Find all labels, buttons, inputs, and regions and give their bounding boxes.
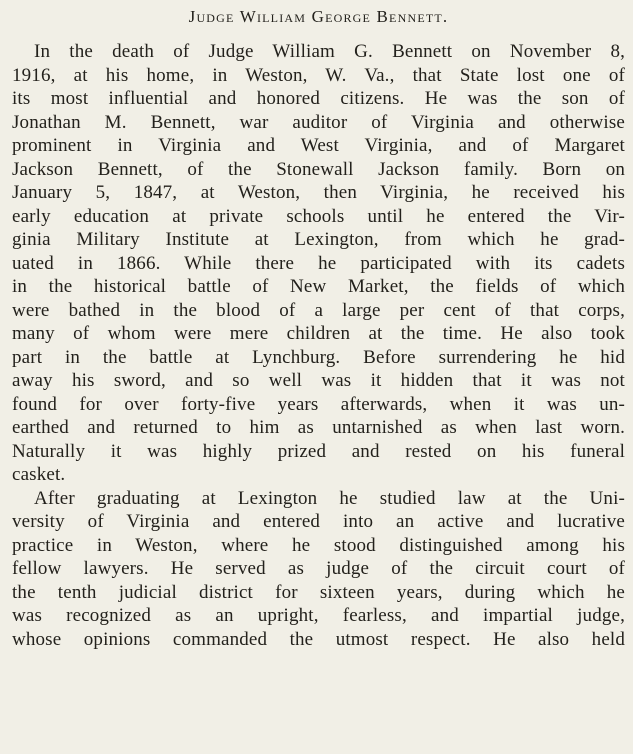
paragraph-2 (12, 487, 625, 652)
text-line: Naturally it was highly prized and rested on his funeral (12, 440, 625, 462)
text-line: ginia Military Institute at Lexington, from which he grad- (12, 229, 625, 250)
text-line: in the historical battle of New Market, the fields of which (12, 276, 625, 297)
text-line: uated in 1866. While there he participated with its cadets (12, 252, 625, 274)
text-line: 1916, at his home, in Weston, W. Va., that State lost one of (12, 64, 625, 86)
paragraph-1 (12, 40, 625, 487)
text-line: the tenth judicial district for sixteen years, during which he (12, 581, 625, 603)
text-line: away his sword, and so well was it hidden that it was not (12, 370, 625, 391)
text-line: found for over forty-five years afterwards, when it was un- (12, 393, 625, 415)
text-line: practice in Weston, where he stood distinguished among his (12, 534, 625, 556)
text-line: January 5, 1847, at Weston, then Virginia, he received his (12, 182, 625, 203)
text-line: prominent in Virginia and West Virginia, and of Margaret (12, 135, 625, 156)
text-line: In the death of Judge William G. Bennett on November 8, (34, 41, 625, 62)
text-line: was recognized as an upright, fearless, and impartial judge, (12, 605, 625, 626)
text-line: earthed and returned to him as untarnished as when last worn. (12, 417, 625, 438)
text-line: whose opinions commanded the utmost respect. He also held (12, 628, 625, 650)
text-line: its most influential and honored citizens. He was the son of (12, 88, 625, 109)
text-line: versity of Virginia and entered into an active and lucrative (12, 511, 625, 532)
text-line: part in the battle at Lynchburg. Before surrendering he hid (12, 346, 625, 368)
text-line: many of whom were mere children at the time. He also took (12, 323, 625, 344)
text-line: After graduating at Lexington he studied law at the Uni- (34, 487, 625, 509)
text-line: were bathed in the blood of a large per cent of that corps, (12, 299, 625, 321)
text-line: early education at private schools until he entered the Vir- (12, 205, 625, 227)
text-line: fellow lawyers. He served as judge of the circuit court of (12, 558, 625, 579)
article-title: Judge William George Bennett. (188, 7, 449, 26)
text-line: Jackson Bennett, of the Stonewall Jackson family. Born on (12, 158, 625, 180)
text-line: Jonathan M. Bennett, war auditor of Virginia and otherwise (12, 111, 625, 133)
text-line: casket. (12, 464, 66, 485)
